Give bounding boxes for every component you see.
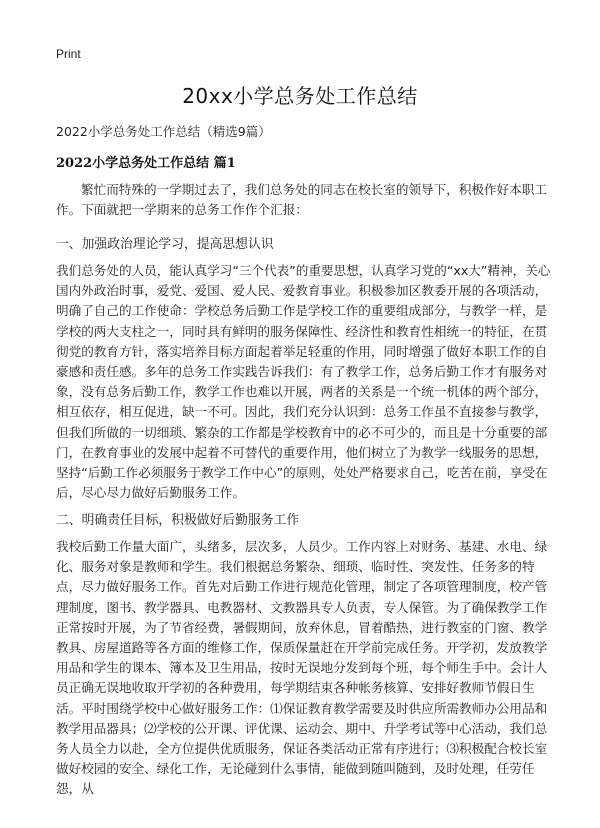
intro-paragraph: 繁忙而特殊的一学期过去了，我们总务处的同志在校长室的领导下，积极作好本职工作。下面就把一学期来的总务工作作个汇报： [56, 182, 547, 218]
part-one-paragraph: 我们总务处的人员，能认真学习“三个代表”的重要思想，认真学习党的“xx大”精神，关心国内外政治时事，爱党、爱国、爱人民、爱教育事业。积极参加区教委开展的各项活动，明确了自己的工作使命：学校总务后勤工作是学校工作的重要组成部分，与教学一样，是学校的两大支柱之一，同时具有鲜明的服务保障性、经济性和教育性相统一的特征，在贯彻党的教育方针，落实培养目标方面起着举足轻重的作用，同时增强了做好本职工作的自豪感和责任感。多年的总务工作实践告诉我们：有了教学工作，总务后勤工作才有服务对象，没有总务后勤工作，教学工作也难以开展，两者的关系是一个统一机体的两个部分，相互依存，相互促进，缺一不可。因此，我们充分认识到：总务工作虽不直接参与教学，但我们所做的一切细琐、繁杂的工作都是学校教育中的必不可少的，而且是十分重要的部门，在教育事业的发展中起着不可替代的重要作用，他们树立了为教学一线服务的思想，坚持“后勤工作必须服务于教学工作中心”的原则，处处严格要求自己，吃苦在前，享受在后，尽心尽力做好后勤服务工作。 [56, 263, 551, 501]
part-one-heading: 一、加强政治理论学习，提高思想认识 [56, 237, 274, 252]
section-heading: 2022小学总务处工作总结 篇1 [56, 156, 236, 171]
document-title: 20xx小学总务处工作总结 [182, 84, 418, 108]
print-link[interactable]: Print [56, 47, 81, 61]
part-two-paragraph: 我校后勤工作量大面广，头绪多，层次多，人员少。工作内容上对财务、基建、水电、绿化、服务对象是教师和学生。我们根据总务繁杂、细琐、临时性、突发性、任务多的特点，尽力做好服务工作。首先对后勤工作进行规范化管理，制定了各项管理制度，校产管理制度，图书、教学器具、电教器材、文教器具专人负责，专人保管。为了确保教学工作正常按时开展，为了节省经费，暑假期间，放弃休息，冒着酷热，进行教室的门窗、教学教具、房屋道路等各方面的维修工作，保质保量赶在开学前完成任务。开学初，发放教学用品和学生的课本、簿本及卫生用品，按时无误地分发到每个班，每个师生手中。会计人员正确无误地收取开学初的各种费用，每学期结束各种帐务核算、安排好教师节假日生活。平时围绕学校中心做好服务工作：⑴保证教育教学需要及时供应所需教师办公用品和教学用品器具；⑵学校的公开课、评优课、运动会、期中、升学考试等中心活动，我们总务人员全力以赴，全方位提供优质服务，保证各类活动正常有序进行；⑶积极配合校长室做好校园的安全、绿化工作，无论碰到什么事情，能做到随叫随到，及时处理，任劳任怨，从 [56, 539, 548, 797]
document-subtitle: 2022小学总务处工作总结（精选9篇） [56, 124, 271, 139]
part-two-heading: 二、明确责任目标，积极做好后勤服务工作 [56, 513, 300, 528]
